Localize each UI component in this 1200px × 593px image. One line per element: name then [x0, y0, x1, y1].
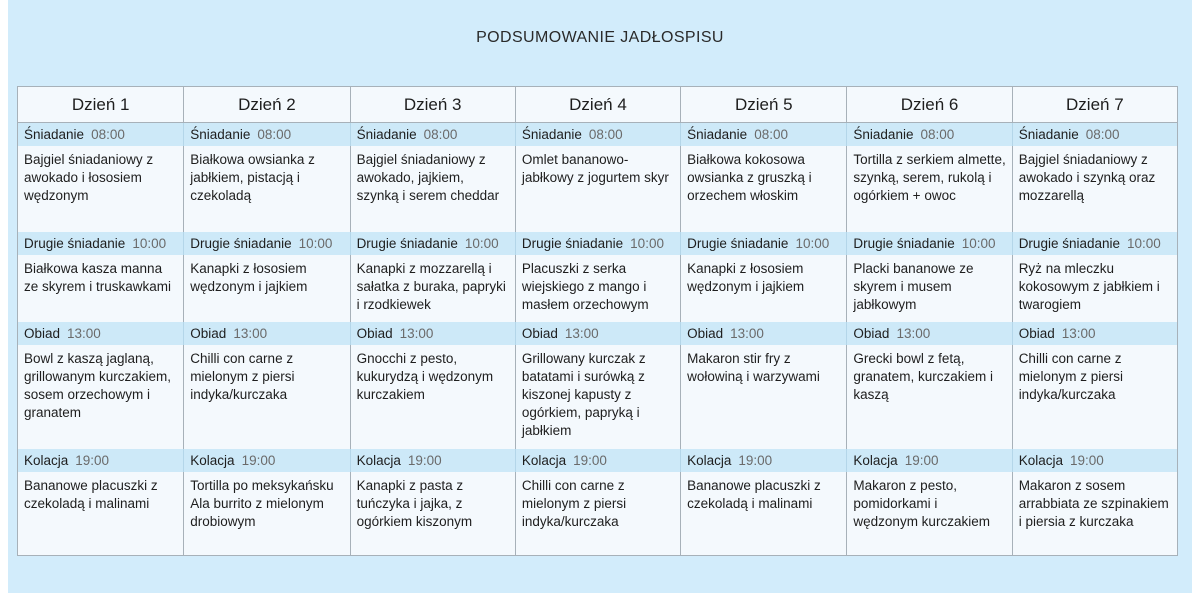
meal-time: 08:00: [588, 126, 623, 142]
meal-row: [18, 123, 1178, 146]
meal-time: 13:00: [399, 325, 434, 341]
meal-time: 10:00: [961, 235, 996, 251]
meal-name: Obiad: [521, 325, 558, 341]
meal-label-cell: [18, 123, 184, 146]
meal-label-cell: [350, 322, 515, 345]
dish-cell: Placki bananowe ze skyrem i musem jabłkowym: [847, 255, 1012, 322]
meal-name: Drugie śniadanie: [356, 235, 458, 251]
dish-cell: Grillowany kurczak z batatami i surówką z kiszonej kapusty z ogórkiem, papryką i jabłkiem: [515, 345, 680, 449]
meal-name: Śniadanie: [190, 126, 251, 142]
dish-row: [18, 146, 1178, 232]
meal-time: 13:00: [67, 325, 101, 341]
dish-cell: Bananowe placuszki z czekoladą i malinami: [18, 472, 184, 556]
meal-time: 13:00: [896, 325, 931, 341]
meal-name: Drugie śniadanie: [1018, 235, 1121, 251]
meal-label-cell: [1012, 322, 1177, 345]
day-header: Dzień 2: [184, 87, 350, 123]
dish-cell: Makaron stir fry z wołowiną i warzywami: [681, 345, 847, 449]
meal-time: 19:00: [573, 452, 607, 468]
dish-cell: Białkowa kasza manna ze skyrem i truskawkami: [18, 255, 184, 322]
dish-cell: Tortilla po meksykańsku Ala burrito z mielonym drobiowym: [184, 472, 350, 556]
meal-label-cell: [515, 322, 680, 345]
dish-cell: Makaron z pesto, pomidorkami i wędzonym kurczakiem: [847, 472, 1012, 556]
dish-cell: Kanapki z łososiem wędzonym i jajkiem: [681, 255, 847, 322]
meal-time: 19:00: [904, 452, 939, 468]
dish-cell: Gnocchi z pesto, kukurydzą i wędzonym kurczakiem: [350, 345, 515, 449]
day-header: Dzień 6: [847, 87, 1012, 123]
meal-row: [18, 449, 1178, 472]
meal-name: Śniadanie: [521, 126, 582, 142]
meal-label-cell: [184, 322, 350, 345]
meal-label-cell: [184, 449, 350, 472]
meal-time: 19:00: [75, 452, 110, 468]
dish-cell: Makaron z sosem arrabbiata ze szpinakiem i piersia z kurczaka: [1012, 472, 1177, 556]
meal-time: 08:00: [920, 126, 955, 142]
meal-time: 10:00: [630, 235, 664, 251]
meal-name: Śniadanie: [687, 126, 748, 142]
dish-cell: Chilli con carne z mielonym z piersi indyka/kurczaka: [1012, 345, 1177, 449]
meal-time: 19:00: [1069, 452, 1104, 468]
meal-name: Kolacja: [687, 452, 732, 468]
meal-time: 10:00: [1127, 235, 1161, 251]
meal-name: Śniadanie: [356, 126, 417, 142]
meal-label-cell: [184, 232, 350, 255]
dish-cell: Ryż na mleczku kokosowym z jabłkiem i twarogiem: [1012, 255, 1177, 322]
meal-label-cell: [847, 449, 1012, 472]
meal-time: 19:00: [738, 452, 773, 468]
meal-label-cell: [681, 123, 847, 146]
dish-cell: Bowl z kaszą jaglaną, grillowanym kurczakiem, sosem orzechowym i granatem: [18, 345, 184, 449]
meal-time: 10:00: [464, 235, 499, 251]
dish-cell: Grecki bowl z fetą, granatem, kurczakiem i kaszą: [847, 345, 1012, 449]
day-header: Dzień 3: [350, 87, 515, 123]
dish-cell: Bajgiel śniadaniowy z awokado, jajkiem, szynką i serem cheddar: [350, 146, 515, 232]
meal-row: [18, 322, 1178, 345]
dish-row: [18, 255, 1178, 322]
meal-name: Obiad: [356, 325, 393, 341]
dish-row: [18, 472, 1178, 556]
dish-cell: Omlet bananowo-jabłkowy z jogurtem skyr: [515, 146, 680, 232]
day-header: Dzień 5: [681, 87, 847, 123]
meal-label-cell: [681, 449, 847, 472]
day-header-row: [18, 87, 1178, 123]
meal-time: 08:00: [257, 126, 292, 142]
meal-name: Śniadanie: [24, 126, 85, 142]
meal-name: Drugie śniadanie: [521, 235, 624, 251]
meal-label-cell: [184, 123, 350, 146]
menu-summary-page: [8, 0, 1192, 593]
meal-time: 08:00: [91, 126, 125, 142]
meal-label-cell: [847, 232, 1012, 255]
meal-label-cell: [18, 322, 184, 345]
meal-name: Kolacja: [190, 452, 235, 468]
meal-time: 13:00: [233, 325, 268, 341]
meal-plan-table: [17, 86, 1178, 556]
meal-name: Obiad: [24, 325, 61, 341]
meal-label-cell: [681, 322, 847, 345]
meal-name: Kolacja: [1018, 452, 1063, 468]
meal-name: Śniadanie: [853, 126, 914, 142]
meal-label-cell: [18, 449, 184, 472]
meal-time: 19:00: [241, 452, 276, 468]
meal-label-cell: [515, 449, 680, 472]
meal-name: Obiad: [1018, 325, 1055, 341]
dish-cell: Białkowa kokosowa owsianka z gruszką i orzechem włoskim: [681, 146, 847, 232]
meal-name: Kolacja: [521, 452, 567, 468]
dish-cell: Chilli con carne z mielonym z piersi indyka/kurczaka: [515, 472, 680, 556]
meal-label-cell: [1012, 449, 1177, 472]
meal-time: 10:00: [795, 235, 830, 251]
meal-name: Kolacja: [24, 452, 69, 468]
meal-time: 08:00: [423, 126, 458, 142]
day-header: Dzień 1: [18, 87, 184, 123]
dish-cell: Bajgiel śniadaniowy z awokado i łososiem wędzonym: [18, 146, 184, 232]
day-header: Dzień 4: [515, 87, 680, 123]
dish-cell: Kanapki z mozzarellą i sałatka z buraka, papryki i rzodkiewek: [350, 255, 515, 322]
meal-name: Drugie śniadanie: [687, 235, 789, 251]
meal-name: Kolacja: [356, 452, 401, 468]
meal-row: [18, 232, 1178, 255]
meal-time: 13:00: [1061, 325, 1096, 341]
meal-label-cell: [681, 232, 847, 255]
dish-cell: Bananowe placuszki z czekoladą i malinami: [681, 472, 847, 556]
meal-name: Drugie śniadanie: [853, 235, 955, 251]
meal-label-cell: [350, 123, 515, 146]
meal-time: 08:00: [1085, 126, 1120, 142]
dish-cell: Kanapki z łososiem wędzonym i jajkiem: [184, 255, 350, 322]
dish-cell: Kanapki z pasta z tuńczyka i jajka, z ogórkiem kiszonym: [350, 472, 515, 556]
meal-label-cell: [515, 232, 680, 255]
meal-label-cell: [847, 123, 1012, 146]
dish-cell: Placuszki z serka wiejskiego z mango i masłem orzechowym: [515, 255, 680, 322]
meal-time: 10:00: [298, 235, 333, 251]
meal-label-cell: [1012, 123, 1177, 146]
meal-name: Obiad: [853, 325, 890, 341]
meal-name: Obiad: [687, 325, 724, 341]
meal-time: 10:00: [132, 235, 167, 251]
dish-cell: Tortilla z serkiem almette, szynką, serem, rukolą i ogórkiem + owoc: [847, 146, 1012, 232]
page-title: PODSUMOWANIE JADŁOSPISU: [476, 29, 724, 46]
meal-label-cell: [350, 232, 515, 255]
meal-name: Obiad: [190, 325, 227, 341]
day-header: Dzień 7: [1012, 87, 1177, 123]
meal-name: Śniadanie: [1018, 126, 1079, 142]
meal-time: 13:00: [564, 325, 599, 341]
meal-name: Drugie śniadanie: [24, 235, 126, 251]
dish-cell: Bajgiel śniadaniowy z awokado i szynką oraz mozzarellą: [1012, 146, 1177, 232]
meal-label-cell: [1012, 232, 1177, 255]
meal-time: 13:00: [730, 325, 764, 341]
meal-label-cell: [350, 449, 515, 472]
meal-name: Kolacja: [853, 452, 898, 468]
dish-cell: Białkowa owsianka z jabłkiem, pistacją i czekoladą: [184, 146, 350, 232]
meal-label-cell: [18, 232, 184, 255]
dish-row: [18, 345, 1178, 449]
meal-label-cell: [515, 123, 680, 146]
meal-time: 08:00: [754, 126, 788, 142]
dish-cell: Chilli con carne z mielonym z piersi indyka/kurczaka: [184, 345, 350, 449]
meal-label-cell: [847, 322, 1012, 345]
meal-time: 19:00: [407, 452, 442, 468]
meal-name: Drugie śniadanie: [190, 235, 292, 251]
